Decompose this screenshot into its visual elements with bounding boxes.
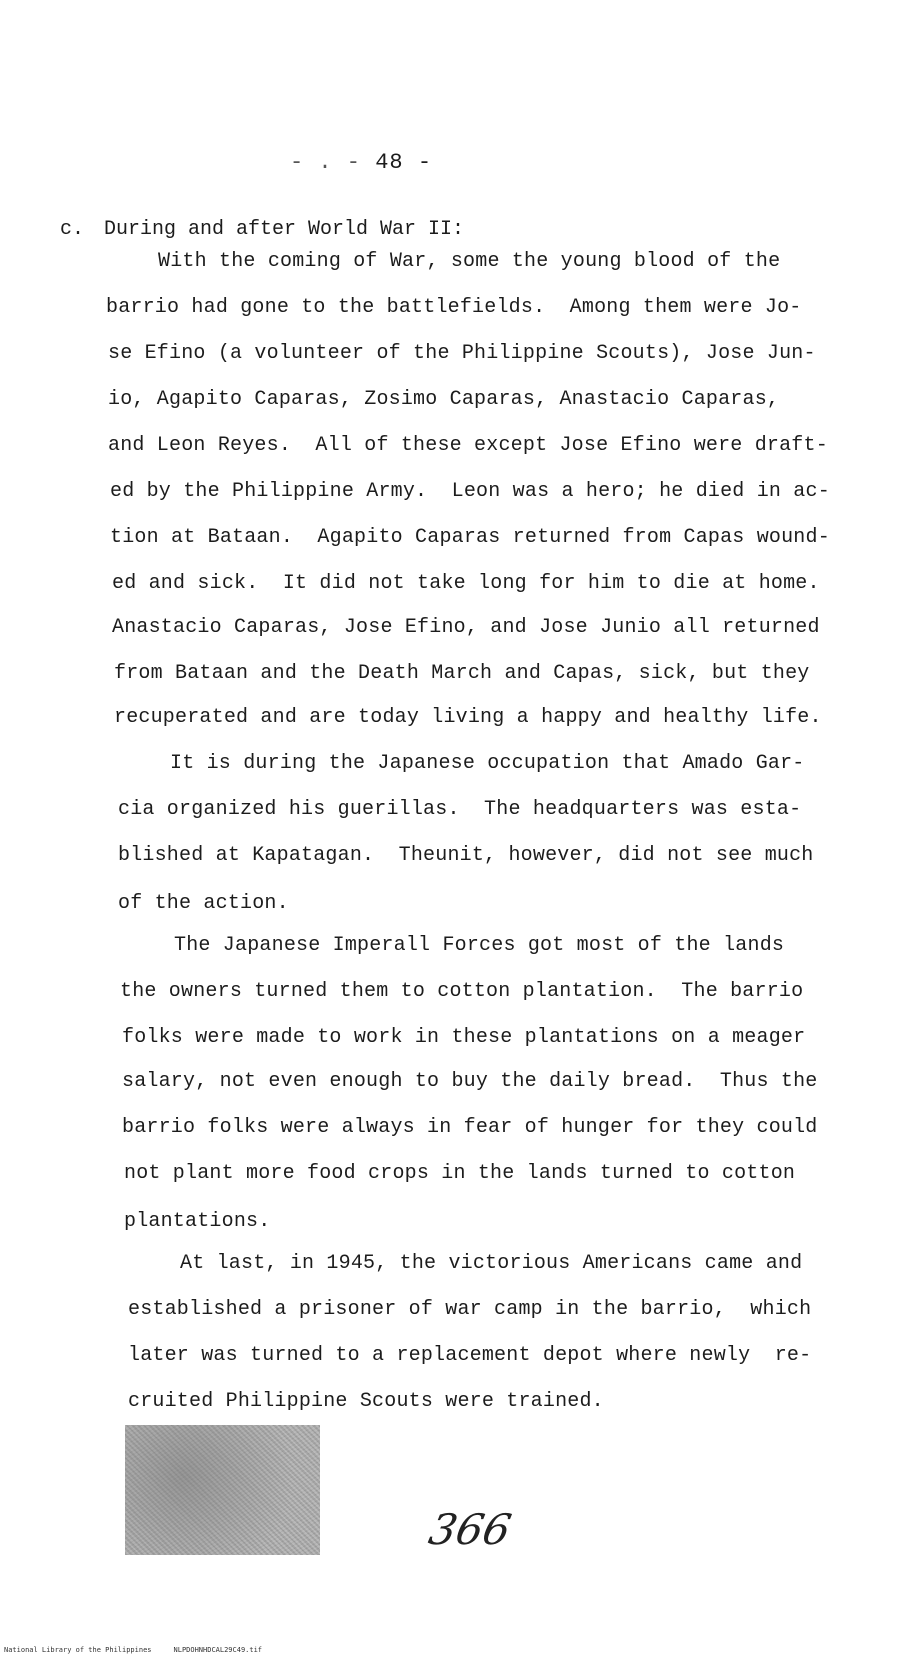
scan-footer bbox=[4, 1646, 284, 1654]
text-line: cia organized his guerillas. The headquarters was esta- bbox=[118, 798, 802, 821]
page-number-suffix: - bbox=[417, 150, 433, 175]
text-line: established a prisoner of war camp in the barrio, which bbox=[128, 1298, 812, 1321]
text-line: plantations. bbox=[124, 1210, 271, 1233]
text-line: io, Agapito Caparas, Zosimo Caparas, Anastacio Caparas, bbox=[108, 388, 780, 411]
text-line: ed by the Philippine Army. Leon was a hero; he died in ac- bbox=[110, 480, 830, 503]
text-line: the owners turned them to cotton plantation. The barrio bbox=[120, 980, 804, 1003]
text-line: cruited Philippine Scouts were trained. bbox=[128, 1390, 604, 1413]
text-line: barrio had gone to the battlefields. Among them were Jo- bbox=[106, 296, 802, 319]
text-line: from Bataan and the Death March and Capas, sick, but they bbox=[114, 662, 810, 685]
text-line: At last, in 1945, the victorious Americans came and bbox=[180, 1252, 803, 1275]
section-title: During and after World War II: bbox=[104, 218, 465, 241]
text-line: and Leon Reyes. All of these except Jose Efino were draft- bbox=[108, 434, 828, 457]
footer-source: National Library of the Philippines bbox=[4, 1646, 152, 1654]
section-heading bbox=[60, 218, 464, 241]
text-line: Anastacio Caparas, Jose Efino, and Jose Junio all returned bbox=[112, 616, 820, 639]
page-number bbox=[290, 150, 432, 175]
page-number-value: 48 bbox=[375, 150, 404, 175]
text-line: recuperated and are today living a happy and healthy life. bbox=[114, 706, 822, 729]
text-line: folks were made to work in these plantations on a meager bbox=[122, 1026, 806, 1049]
text-line: later was turned to a replacement depot where newly re- bbox=[128, 1344, 812, 1367]
text-line: ed and sick. It did not take long for him to die at home. bbox=[112, 572, 820, 595]
text-line: of the action. bbox=[118, 892, 289, 915]
scan-smudge bbox=[125, 1425, 320, 1555]
footer-file: NLPDOHNHDCAL29C49.tif bbox=[173, 1646, 263, 1654]
handwritten-page-number: 366 bbox=[424, 1505, 516, 1554]
text-line: barrio folks were always in fear of hunger for they could bbox=[122, 1116, 818, 1139]
text-line: not plant more food crops in the lands turned to cotton bbox=[124, 1162, 796, 1185]
section-letter: c. bbox=[60, 218, 85, 241]
text-line: With the coming of War, some the young blood of the bbox=[158, 250, 781, 273]
text-line: salary, not even enough to buy the daily bread. Thus the bbox=[122, 1070, 818, 1093]
text-line: se Efino (a volunteer of the Philippine Scouts), Jose Jun- bbox=[108, 342, 816, 365]
text-line: The Japanese Imperall Forces got most of the lands bbox=[174, 934, 785, 957]
text-line: blished at Kapatagan. Theunit, however, did not see much bbox=[118, 844, 814, 867]
text-line: It is during the Japanese occupation that Amado Gar- bbox=[170, 752, 805, 775]
page-number-prefix: - . - bbox=[290, 150, 362, 175]
text-line: tion at Bataan. Agapito Caparas returned from Capas wound- bbox=[110, 526, 830, 549]
